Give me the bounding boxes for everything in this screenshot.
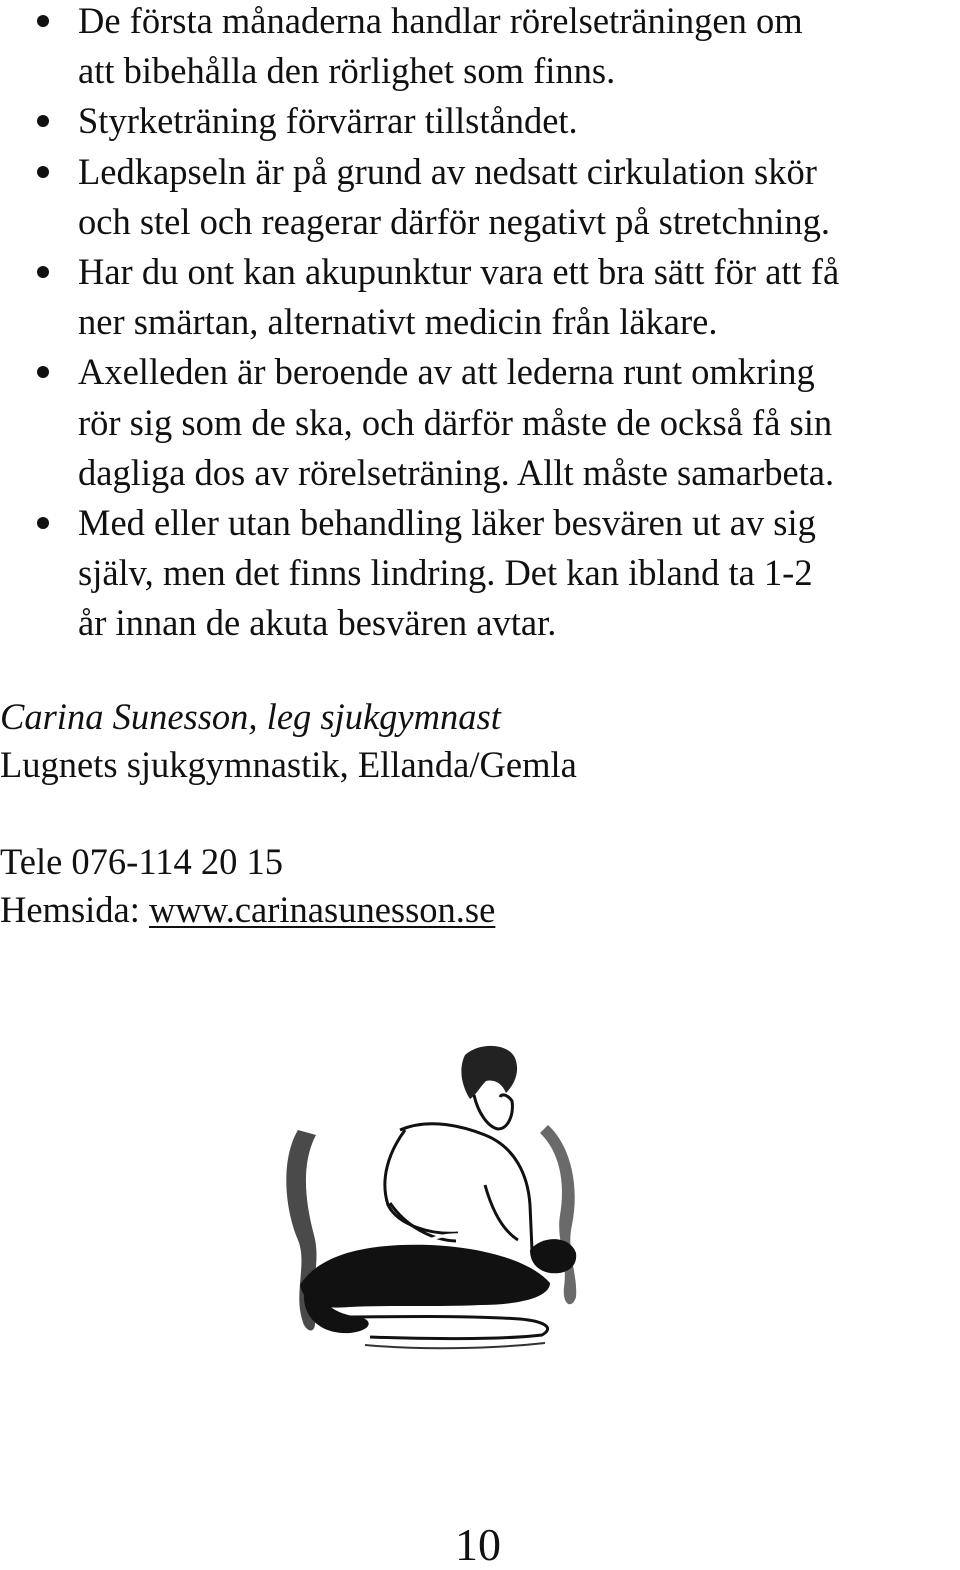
- bullet-dot-icon: [37, 517, 49, 529]
- bullet-dot-icon: [37, 366, 49, 378]
- client-head: [530, 1239, 576, 1273]
- bullet-dot-icon: [37, 166, 49, 178]
- bullet-text-line: själv, men det finns lindring. Det kan ibland ta 1-2: [78, 552, 813, 594]
- bullet-item: [0, 147, 960, 247]
- website-link[interactable]: www.carinasunesson.se: [149, 889, 496, 930]
- author-name-title: Carina Sunesson, leg sjukgymnast: [0, 696, 501, 737]
- website-line: [0, 886, 495, 934]
- bullet-text-line: Med eller utan behandling läker besvären ut av sig: [78, 502, 816, 544]
- table-shadow: [365, 1343, 545, 1348]
- bullet-text-line: De första månaderna handlar rörelseträningen om: [78, 0, 803, 41]
- bullet-item: [0, 247, 960, 347]
- bullet-text-line: Ledkapseln är på grund av nedsatt cirkulation skör: [78, 150, 817, 192]
- right-brush-stroke: [540, 1125, 576, 1304]
- bullet-text-line: att bibehålla den rörlighet som finns.: [78, 50, 616, 92]
- website-label: Hemsida:: [0, 889, 150, 930]
- bullet-item: [0, 498, 960, 649]
- bullet-dot-icon: [37, 266, 49, 278]
- massage-table: [340, 1317, 548, 1339]
- client-body: [300, 1245, 550, 1308]
- page-number: 10: [455, 1519, 501, 1570]
- bullet-item: [0, 347, 960, 498]
- bullet-list: [0, 0, 960, 649]
- therapist-arm-right: [485, 1185, 518, 1240]
- bullet-text-line: Axelleden är beroende av att lederna runt omkring: [78, 351, 815, 393]
- clinic-name: Lugnets sjukgymnastik, Ellanda/Gemla: [0, 744, 577, 785]
- bullet-text-line: ner smärtan, alternativt medicin från läkare.: [78, 301, 718, 343]
- bullet-text-line: och stel och reagerar därför negativt på stretchning.: [78, 200, 830, 242]
- bullet-text-line: dagliga dos av rörelseträning. Allt måste samarbeta.: [78, 451, 835, 493]
- massage-therapist-illustration: [280, 1035, 600, 1385]
- bullet-dot-icon: [37, 15, 49, 27]
- bullet-item: [0, 0, 960, 96]
- bullet-text-line: rör sig som de ska, och därför måste de också få sin: [78, 401, 833, 443]
- bullet-text-line: år innan de akuta besvären avtar.: [78, 602, 557, 644]
- bullet-item: [0, 96, 960, 146]
- bullet-dot-icon: [37, 115, 49, 127]
- bullet-text-line: Styrketräning förvärrar tillståndet.: [78, 100, 578, 142]
- therapist-hair: [461, 1046, 517, 1099]
- therapist-sleeve: [385, 1130, 458, 1233]
- therapist-face: [474, 1095, 512, 1129]
- bullet-text-line: Har du ont kan akupunktur vara ett bra sätt för att få: [78, 251, 840, 293]
- phone-number: Tele 076-114 20 15: [0, 841, 283, 882]
